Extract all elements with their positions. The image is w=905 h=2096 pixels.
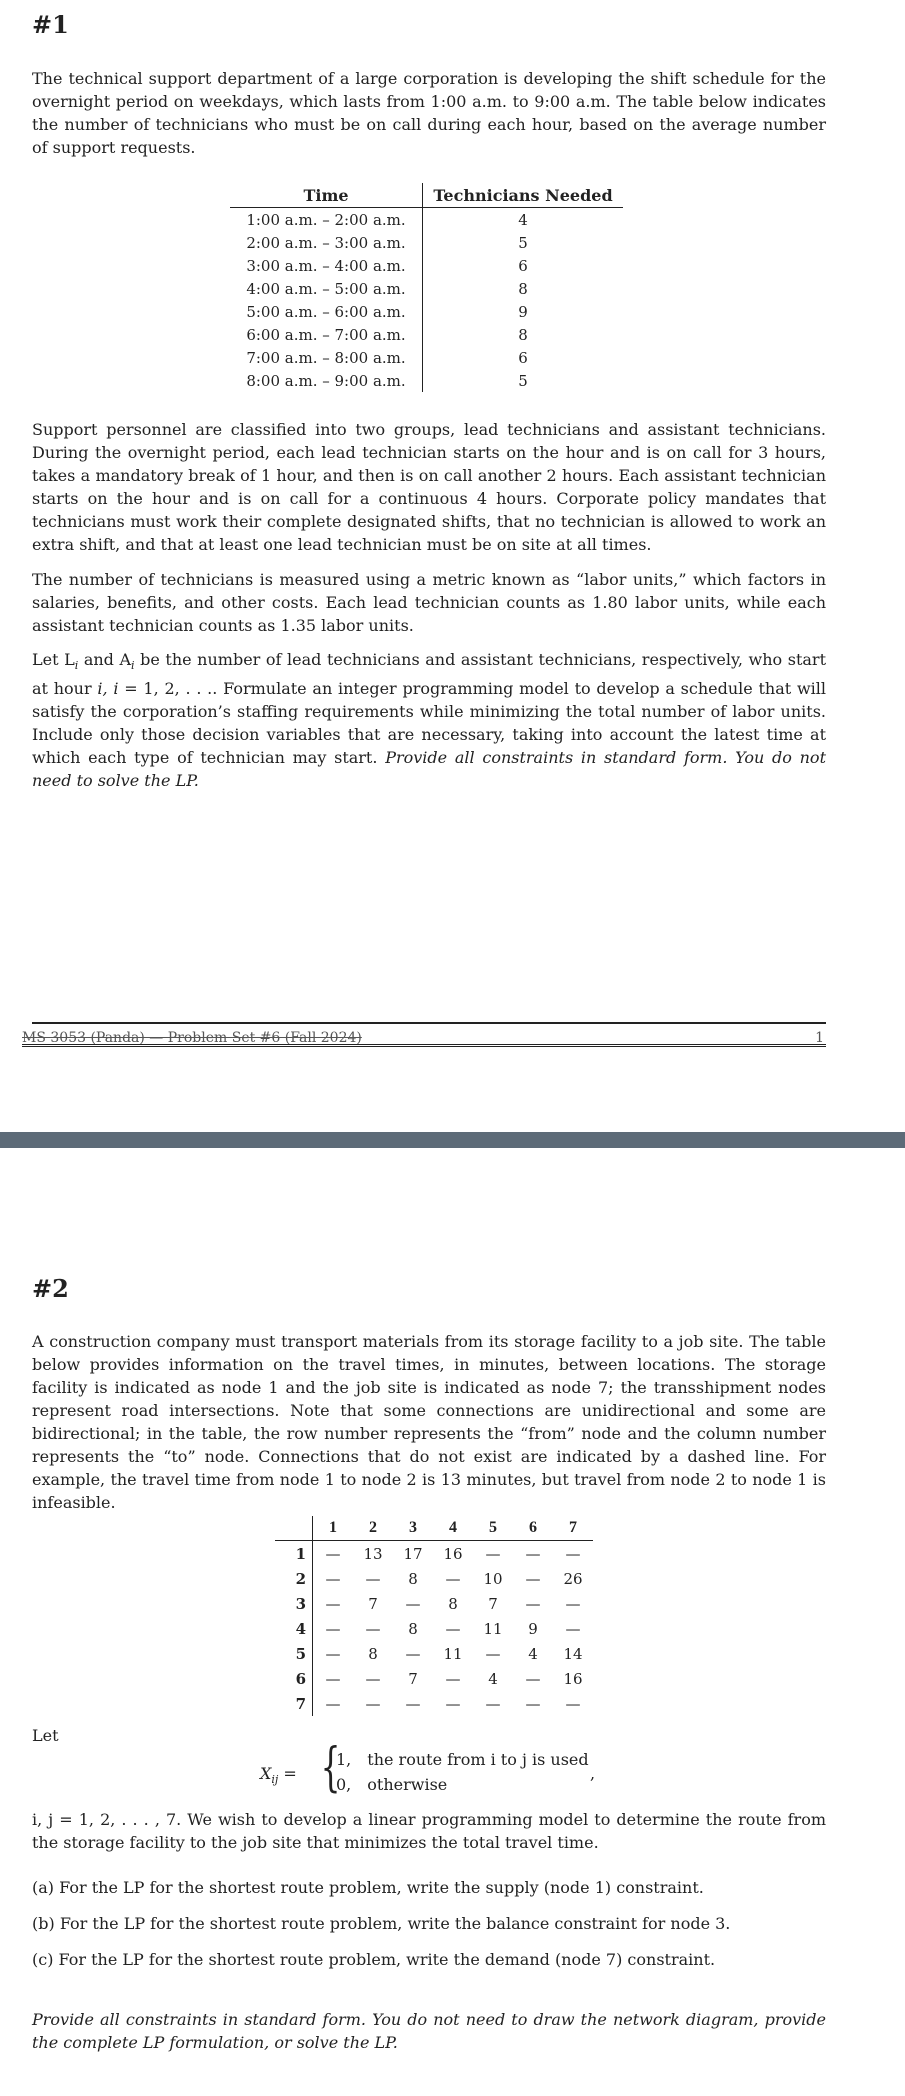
travel-time-cell: 26 bbox=[563, 1569, 583, 1588]
problem-1-intro: The technical support department of a large corporation is developing the shift schedule for the overnight period on weekdays, which lasts from 1:00 a.m. to 9:00 a.m. The table below indicates the number of technicians who must be on call during each hour, based on the average number of support requests. bbox=[32, 69, 826, 157]
problem-2-heading: #2 bbox=[32, 1274, 69, 1303]
footer-page-number: 1 bbox=[815, 1030, 824, 1046]
column-header: 5 bbox=[473, 1516, 513, 1541]
problem-2-instructions: Provide all constraints in standard form. You do not need to draw the network diagram, provide the complete LP formulation, or solve the LP. bbox=[32, 2010, 826, 2052]
let-label: Let bbox=[32, 1726, 59, 1745]
travel-time-cell: 7 bbox=[408, 1669, 418, 1688]
page-2 bbox=[0, 1148, 905, 2096]
footer-course-label: MS 3053 (Panda) — Problem Set #6 (Fall 2024) bbox=[22, 1030, 362, 1046]
page-separator bbox=[0, 1132, 905, 1148]
column-header: 7 bbox=[553, 1516, 593, 1541]
travel-time-cell: 11 bbox=[483, 1619, 503, 1638]
travel-time-cell: — bbox=[565, 1619, 581, 1638]
time-cell: 2:00 a.m. – 3:00 a.m. bbox=[230, 231, 423, 254]
travel-time-cell: 9 bbox=[528, 1619, 538, 1638]
travel-time-cell: — bbox=[405, 1594, 421, 1613]
table-row bbox=[275, 1666, 593, 1691]
problem-1-instructions: Provide all constraints in standard form. You do not need to solve the LP. bbox=[32, 748, 826, 791]
needed-cell: 6 bbox=[518, 256, 528, 275]
row-header: 4 bbox=[275, 1616, 313, 1641]
table-row bbox=[230, 277, 623, 300]
travel-time-cell: — bbox=[525, 1694, 541, 1713]
travel-time-cell: — bbox=[485, 1644, 501, 1663]
column-header: 2 bbox=[353, 1516, 393, 1541]
travel-time-cell: — bbox=[365, 1619, 381, 1638]
row-header: 2 bbox=[275, 1566, 313, 1591]
travel-time-cell: — bbox=[485, 1544, 501, 1563]
needed-cell: 4 bbox=[518, 210, 528, 229]
travel-time-cell: — bbox=[565, 1544, 581, 1563]
travel-time-cell: 13 bbox=[363, 1544, 383, 1563]
needed-cell: 9 bbox=[518, 302, 528, 321]
travel-time-table bbox=[275, 1516, 593, 1716]
time-cell: 7:00 a.m. – 8:00 a.m. bbox=[230, 346, 423, 369]
travel-time-cell: 8 bbox=[368, 1644, 378, 1663]
problem-1-personnel-paragraph: Support personnel are classified into two groups, lead technicians and assistant technicians. During the overnight period, each lead technician starts on the hour and is on call for 3 hours, takes a mandatory break of 1 hour, and then is on call another 2 hours. Each assistant technician starts on the hour and is on call for a continuous 4 hours. Corporate policy mandates that technicians must work their complete designated shifts, that no technician is allowed to work an extra shift, and that at least one lead technician must be on site at all times. bbox=[32, 420, 826, 554]
table-header-row bbox=[230, 183, 623, 208]
table-row bbox=[230, 369, 623, 392]
travel-time-cell: 11 bbox=[443, 1644, 463, 1663]
question-a: (a) For the LP for the shortest route problem, write the supply (node 1) constraint. bbox=[32, 1878, 704, 1897]
table-row bbox=[275, 1541, 593, 1567]
equation-case-1: 1, the route from i to j is used bbox=[336, 1750, 589, 1769]
corner-cell bbox=[275, 1516, 313, 1541]
travel-time-cell: — bbox=[445, 1619, 461, 1638]
travel-time-cell: — bbox=[525, 1544, 541, 1563]
travel-time-cell: — bbox=[485, 1694, 501, 1713]
travel-time-cell: 10 bbox=[483, 1569, 503, 1588]
column-header: 3 bbox=[393, 1516, 433, 1541]
time-cell: 4:00 a.m. – 5:00 a.m. bbox=[230, 277, 423, 300]
travel-time-cell: — bbox=[365, 1694, 381, 1713]
time-cell: 6:00 a.m. – 7:00 a.m. bbox=[230, 323, 423, 346]
question-b: (b) For the LP for the shortest route problem, write the balance constraint for node 3. bbox=[32, 1914, 731, 1933]
table-row bbox=[230, 254, 623, 277]
time-cell: 8:00 a.m. – 9:00 a.m. bbox=[230, 369, 423, 392]
travel-time-cell: 4 bbox=[528, 1644, 538, 1663]
travel-time-cell: 14 bbox=[563, 1644, 583, 1663]
travel-time-cell: — bbox=[445, 1569, 461, 1588]
row-header: 7 bbox=[275, 1691, 313, 1716]
travel-time-cell: 7 bbox=[488, 1594, 498, 1613]
travel-time-cell: 8 bbox=[408, 1569, 418, 1588]
travel-time-cell: — bbox=[325, 1669, 341, 1688]
left-brace-symbol: { bbox=[320, 1738, 341, 1798]
problem-1-task-paragraph: Let $L_i$ and $A_i$ be the number of lead technicians and assistant technicians, respectively, who start at hour i, i = 1, 2, . . .. Formulate an integer programming model to develop a schedule that will satisfy the corporation’s staffing requirements while minimizing the total number of labor units. Include only those decision variables that are necessary, taking into account the latest time at which each type of technician may start. Provide all constraints in standard form. You do not need to solve the LP. bbox=[32, 650, 827, 791]
problem-1-labor-units-paragraph: The number of technicians is measured using a metric known as “labor units,” which factors in salaries, benefits, and other costs. Each lead technician counts as 1.80 labor units, while each assistant technician counts as 1.35 labor units. bbox=[32, 570, 826, 635]
travel-time-cell: — bbox=[445, 1669, 461, 1688]
table-row bbox=[230, 208, 623, 232]
travel-time-cell: 8 bbox=[408, 1619, 418, 1638]
travel-time-cell: 4 bbox=[488, 1669, 498, 1688]
travel-time-cell: — bbox=[405, 1644, 421, 1663]
table-row bbox=[230, 323, 623, 346]
travel-time-cell: — bbox=[325, 1619, 341, 1638]
travel-time-cell: — bbox=[325, 1569, 341, 1588]
travel-time-cell: — bbox=[325, 1594, 341, 1613]
needed-cell: 5 bbox=[518, 233, 528, 252]
table-header-row bbox=[275, 1516, 593, 1541]
problem-1-heading: #1 bbox=[32, 10, 69, 39]
equation-comma: , bbox=[590, 1764, 596, 1783]
travel-time-cell: — bbox=[325, 1694, 341, 1713]
needed-cell: 6 bbox=[518, 348, 528, 367]
row-header: 1 bbox=[275, 1541, 313, 1567]
row-header: 6 bbox=[275, 1666, 313, 1691]
travel-time-cell: — bbox=[405, 1694, 421, 1713]
time-cell: 5:00 a.m. – 6:00 a.m. bbox=[230, 300, 423, 323]
row-header: 3 bbox=[275, 1591, 313, 1616]
table-row bbox=[275, 1616, 593, 1641]
travel-time-cell: 17 bbox=[403, 1544, 423, 1563]
table-row bbox=[230, 231, 623, 254]
travel-time-cell: — bbox=[365, 1669, 381, 1688]
table-row bbox=[275, 1691, 593, 1716]
time-cell: 1:00 a.m. – 2:00 a.m. bbox=[230, 208, 423, 232]
problem-2-objective-paragraph: i, j = 1, 2, . . . , 7. We wish to develop a linear programming model to determine the route from the storage facility to the job site that minimizes the total travel time. bbox=[32, 1810, 826, 1852]
travel-time-cell: — bbox=[565, 1694, 581, 1713]
table-row bbox=[230, 346, 623, 369]
travel-time-cell: 16 bbox=[563, 1669, 583, 1688]
table-row bbox=[230, 300, 623, 323]
travel-time-cell: — bbox=[445, 1694, 461, 1713]
problem-2-intro: A construction company must transport materials from its storage facility to a job site. The table below provides information on the travel times, in minutes, between locations. The storage facility is indicated as node 1 and the job site is indicated as node 7; the transshipment nodes represent road intersections. Note that some connections are unidirectional and some are bidirectional; in the table, the row number represents the “from” node and the column number represents the “to” node. Connections that do not exist are indicated by a dashed line. For example, the travel time from node 1 to node 2 is 13 minutes, but travel from node 2 to node 1 is infeasible. bbox=[32, 1332, 826, 1512]
column-header: 1 bbox=[313, 1516, 354, 1541]
column-header: 4 bbox=[433, 1516, 473, 1541]
travel-time-cell: — bbox=[565, 1594, 581, 1613]
travel-time-cell: — bbox=[325, 1644, 341, 1663]
equation-lhs: $X_{ij}$ = bbox=[260, 1764, 297, 1787]
travel-time-cell: — bbox=[525, 1669, 541, 1688]
travel-time-cell: 16 bbox=[443, 1544, 463, 1563]
travel-time-cell: — bbox=[325, 1544, 341, 1563]
needed-cell: 8 bbox=[518, 279, 528, 298]
table-row bbox=[275, 1566, 593, 1591]
travel-time-cell: — bbox=[525, 1569, 541, 1588]
time-column-header: Time bbox=[230, 183, 423, 208]
technicians-column-header: Technicians Needed bbox=[423, 183, 624, 208]
needed-cell: 8 bbox=[518, 325, 528, 344]
equation-case-2: 0, otherwise bbox=[336, 1775, 448, 1794]
travel-time-cell: — bbox=[365, 1569, 381, 1588]
staffing-table bbox=[230, 183, 623, 392]
needed-cell: 5 bbox=[518, 371, 528, 390]
column-header: 6 bbox=[513, 1516, 553, 1541]
time-cell: 3:00 a.m. – 4:00 a.m. bbox=[230, 254, 423, 277]
travel-time-cell: — bbox=[525, 1594, 541, 1613]
travel-time-cell: 8 bbox=[448, 1594, 458, 1613]
table-row bbox=[275, 1591, 593, 1616]
footer-bottom-rule bbox=[22, 1044, 826, 1047]
travel-time-cell: 7 bbox=[368, 1594, 378, 1613]
row-header: 5 bbox=[275, 1641, 313, 1666]
footer-top-rule bbox=[32, 1022, 826, 1024]
question-c: (c) For the LP for the shortest route problem, write the demand (node 7) constraint. bbox=[32, 1950, 716, 1969]
table-row bbox=[275, 1641, 593, 1666]
